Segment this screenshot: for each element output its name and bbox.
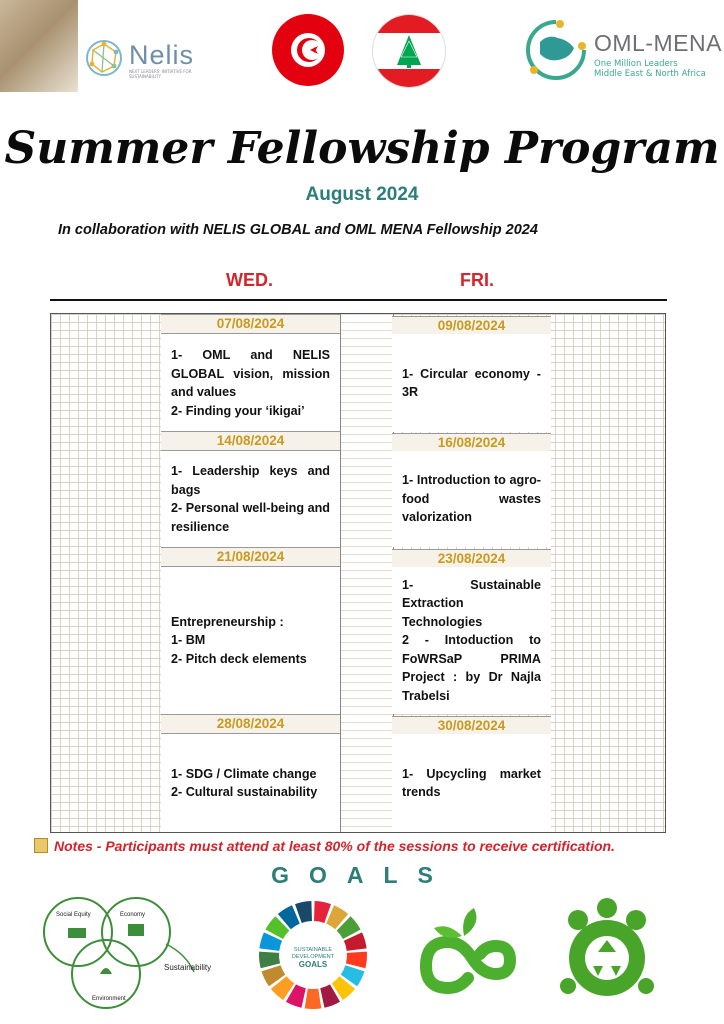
session-topic-line: Entrepreneurship : — [171, 614, 284, 629]
oml-mena-tagline — [594, 59, 706, 79]
session-topic-line: 1- Upcycling market trends — [402, 766, 541, 799]
sdg-segment — [259, 952, 280, 969]
page-subtitle: August 2024 — [305, 184, 419, 205]
header-divider — [50, 299, 667, 301]
svg-text:SUSTAINABLE: SUSTAINABLE — [293, 947, 333, 953]
nelis-logo — [84, 36, 204, 80]
oml-mena-logo-icon — [520, 16, 592, 84]
session-topic-line: 2- Pitch deck elements — [171, 651, 307, 666]
session-cell-fri — [392, 734, 551, 832]
session-cell-fri — [392, 451, 551, 547]
page-title: Summer Fellowship Program — [4, 123, 720, 174]
day-header-fri: FRI. — [460, 270, 494, 290]
session-topic-line: 1- OML and NELIS GLOBAL vision, mission and values — [171, 348, 330, 399]
header-photo — [0, 0, 78, 92]
session-topic-line: 2- Personal well-being and resilience — [171, 501, 330, 534]
session-topic-line: 2 - Intoduction to FoWRSaP PRIMA Project : by Dr Najla Trabelsi — [402, 633, 541, 703]
sdg-segment — [305, 989, 322, 1009]
session-cell-wed — [161, 334, 340, 432]
session-date-wed: 07/08/2024 — [161, 314, 340, 334]
svg-text:GOALS: GOALS — [298, 960, 328, 969]
session-topic-line: 2- Finding your ‘ikigai’ — [171, 403, 305, 418]
session-cell-fri — [392, 334, 551, 432]
svg-text:Sustainability: Sustainability — [164, 963, 212, 972]
goals-heading: GOALS — [271, 862, 453, 888]
session-date-fri: 09/08/2024 — [392, 316, 551, 336]
svg-text:Economy: Economy — [120, 912, 146, 918]
grid-middle-strip — [340, 314, 394, 832]
tunisia-flag-icon — [272, 14, 344, 86]
notes-line — [34, 838, 615, 854]
session-date-fri: 23/08/2024 — [392, 549, 551, 569]
session-topic-line: 1- BM — [171, 633, 206, 648]
svg-text:Social Equity: Social Equity — [56, 912, 91, 918]
schedule-grid — [50, 313, 666, 833]
collaboration-line: In collaboration with NELIS GLOBAL and OML MENA Fellowship 2024 — [58, 222, 538, 238]
circular-economy-icon — [406, 896, 524, 1014]
nelis-name: Nelis — [129, 40, 195, 70]
scroll-icon — [34, 838, 48, 853]
session-topic-line: 1- Circular economy - 3R — [402, 366, 541, 399]
oml-tagline-line-1: One Million Leaders — [594, 59, 678, 69]
session-date-fri: 30/08/2024 — [392, 716, 551, 736]
session-topic-line: 1- Sustainable Extraction Technologies — [402, 577, 541, 629]
session-cell-fri — [392, 567, 551, 714]
session-topic-line: 1- SDG / Climate change — [171, 766, 317, 781]
lebanon-flag-icon — [372, 14, 446, 88]
session-date-wed: 14/08/2024 — [161, 431, 340, 451]
svg-text:DEVELOPMENT: DEVELOPMENT — [291, 954, 335, 960]
sdg-wheel-icon — [254, 896, 372, 1014]
oml-tagline-line-2: Middle East & North Africa — [594, 69, 706, 79]
green-recycle-earth-icon — [548, 896, 666, 1014]
session-cell-wed — [161, 567, 340, 714]
sdg-segment — [346, 952, 367, 969]
day-header-wed: WED. — [226, 270, 273, 290]
sustainability-venn-icon — [36, 894, 226, 1012]
session-date-wed: 28/08/2024 — [161, 714, 340, 734]
svg-text:Environment: Environment — [92, 996, 126, 1002]
session-date-fri: 16/08/2024 — [392, 433, 551, 453]
nelis-mark-icon — [84, 38, 124, 78]
session-date-wed: 21/08/2024 — [161, 547, 340, 567]
session-topic-line: 2- Cultural sustainability — [171, 785, 318, 799]
session-topic-line: 1- Introduction to agro-food wastes valorization — [402, 473, 541, 525]
session-cell-wed — [161, 451, 340, 547]
session-cell-wed — [161, 734, 340, 832]
oml-mena-name: OML-MENA — [594, 30, 722, 56]
notes-text: Notes - Participants must attend at least 80% of the sessions to receive certification. — [54, 838, 615, 854]
nelis-tagline: NEXT LEADERS' INITIATIVE FOR SUSTAINABILITY — [129, 69, 192, 79]
session-topic-line: 1- Leadership keys and bags — [171, 464, 330, 497]
